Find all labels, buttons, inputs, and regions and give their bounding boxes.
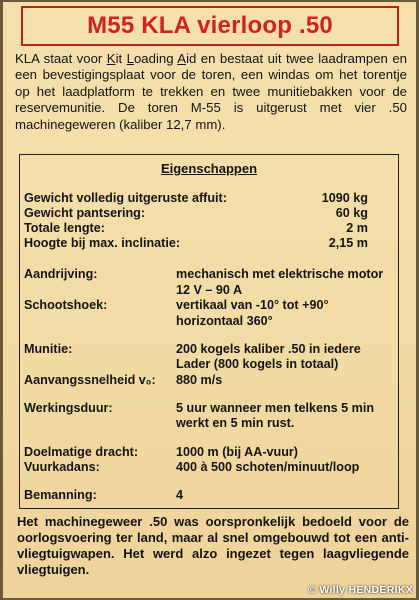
specs-heading: Eigenschappen bbox=[160, 161, 258, 176]
intro-text: id en bestaat uit twee laadrampen en een bevestigingsplaat voor de toren, een windas om het torentje op het laadplatform te trekken en twee munitiebakken voor de reservemunitie. De toren M-55 is uitgerust met vier .50 machinegeweren (kaliber 12,7 mm). bbox=[15, 51, 407, 132]
spec-label: Bemanning: bbox=[24, 488, 97, 502]
spec-label: Gewicht volledig uitgeruste affuit: bbox=[24, 191, 227, 205]
spec-value: 1090 kg bbox=[321, 191, 368, 205]
spec-label: Gewicht pantsering: bbox=[24, 206, 146, 220]
spec-label: Doelmatige dracht: bbox=[24, 445, 139, 459]
intro-text: KLA staat voor bbox=[15, 51, 107, 66]
spec-label: Aanvangssnelheid v₀: bbox=[24, 373, 156, 387]
spec-value: 200 kogels kaliber .50 in iedere bbox=[176, 342, 361, 356]
spec-value: mechanisch met elektrische motor bbox=[176, 267, 384, 281]
page-title: M55 KLA vierloop .50 bbox=[87, 12, 333, 39]
spec-label: Totale lengte: bbox=[24, 221, 105, 235]
intro-initial-l: L bbox=[126, 51, 134, 66]
spec-value: werkt en 5 min rust. bbox=[176, 416, 295, 430]
spec-value: vertikaal van -10° tot +90° bbox=[176, 298, 329, 312]
intro-paragraph bbox=[15, 51, 407, 133]
spec-value: 880 m/s bbox=[176, 373, 223, 387]
intro-text: oading bbox=[133, 51, 178, 66]
spec-value: 400 à 500 schoten/minuut/loop bbox=[176, 460, 360, 474]
specifications-box bbox=[19, 154, 399, 509]
spec-value: 5 uur wanneer men telkens 5 min bbox=[176, 401, 375, 415]
spec-value: 4 bbox=[176, 488, 184, 502]
closing-paragraph: Het machinegeweer .50 was oorspronkelijk bedoeld voor de oorlogsvoering ter land, maar al snel omgebouwd tot een anti-vliegtuigwapen. Het werd alzo ingezet tegen laagvliegende vliegtuigen. bbox=[17, 514, 409, 577]
spec-label: Werkingsduur: bbox=[24, 401, 113, 415]
intro-initial-k: K bbox=[106, 51, 116, 66]
spec-label: Vuurkadans: bbox=[24, 460, 100, 474]
spec-label: Hoogte bij max. inclinatie: bbox=[24, 236, 181, 250]
intro-initial-a: A bbox=[177, 51, 187, 66]
spec-label: Schootshoek: bbox=[24, 298, 108, 312]
title-frame bbox=[21, 6, 399, 46]
spec-value: 12 V – 90 A bbox=[176, 283, 243, 297]
spec-value: 2,15 m bbox=[328, 236, 368, 250]
intro-text: it bbox=[115, 51, 127, 66]
spec-label: Munitie: bbox=[24, 342, 73, 356]
photo-watermark: © Willy HENDERIKX bbox=[308, 584, 413, 596]
info-board bbox=[3, 2, 416, 598]
spec-label: Aandrijving: bbox=[24, 267, 98, 281]
spec-value: 60 kg bbox=[335, 206, 368, 220]
spec-value: 2 m bbox=[346, 221, 368, 235]
spec-value: 1000 m (bij AA-vuur) bbox=[176, 445, 298, 459]
spec-value: horizontaal 360° bbox=[176, 314, 273, 328]
spec-value: Lader (800 kogels in totaal) bbox=[176, 357, 339, 371]
